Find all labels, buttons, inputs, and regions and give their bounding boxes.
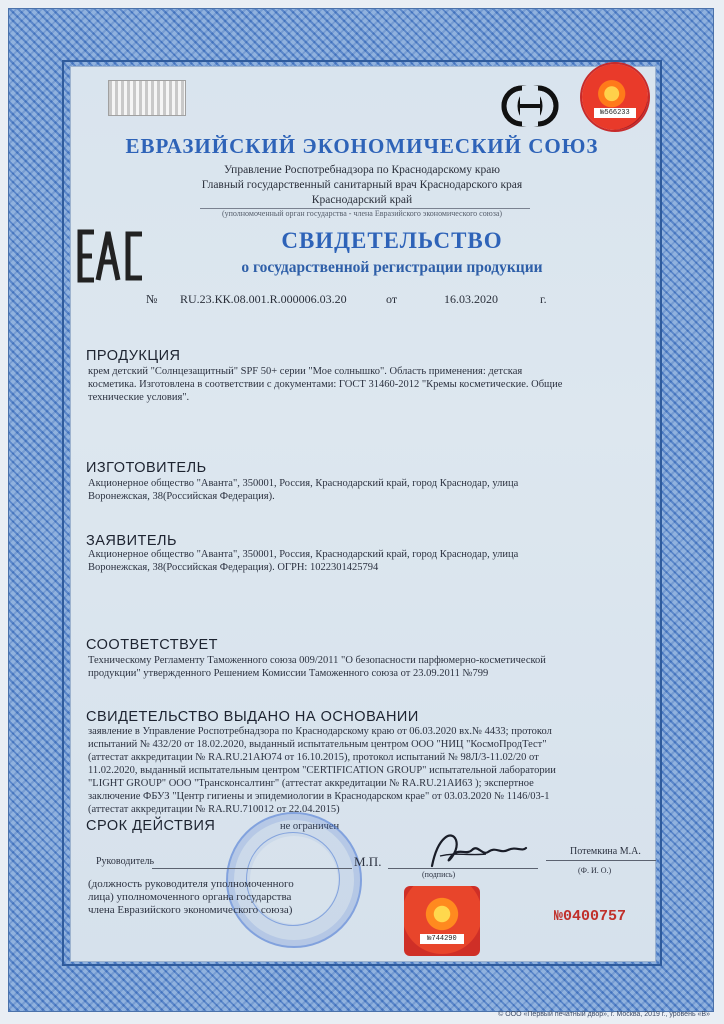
position-line [152,868,352,869]
registration-date: 16.03.2020 [444,292,498,306]
seal-number: №566233 [594,108,636,118]
text-line: (должность руководителя уполномоченного [88,878,294,890]
basis-heading: СВИДЕТЕЛЬСТВО ВЫДАНО НА ОСНОВАНИИ [86,709,419,725]
serial-number: №0400757 [554,908,627,925]
text-line: косметика. Изготовлена в соответствии с документами: ГОСТ 31460-2012 "Кремы косметические. Общие [88,379,563,390]
text-line: технические условия". [88,392,190,403]
basis-text [88,725,608,816]
conformity-text [88,654,608,680]
certificate-subtitle: о государственной регистрации продукции [241,259,543,276]
text-line: Воронежская, 38(Российская Федерация). ОГРН: 1022301425794 [88,562,379,573]
text-line: крем детский "Солнцезащитный" SPF 50+ серии "Мое солнышко". Область применения: детская [88,366,523,377]
text-line: Воронежская, 38(Российская Федерация). [88,491,275,502]
text-line: испытаний № 432/20 от 18.02.2020, выданный испытательным центром ООО "НИЦ "КосмоПродТест" [88,739,547,750]
applicant-heading: ЗАЯВИТЕЛЬ [86,533,178,549]
signature-caption: (подпись) [422,870,456,879]
org-line: Главный государственный санитарный врач Краснодарского края [201,179,523,191]
head-label: Руководитель [96,856,155,867]
product-text [88,365,608,404]
text-line: 11.02.2020, выданный испытательным центром "CERTIFICATION GROUP" испытательной лаборатории [88,765,556,776]
mp-label: М.П. [354,854,382,869]
org-line: Краснодарский край [311,194,413,206]
text-line: заявление в Управление Роспотребнадзора по Краснодарскому краю от 06.03.2020 вх.№ 4433; протокол [88,726,552,737]
name-caption: (Ф. И. О.) [578,866,612,875]
registration-number: RU.23.КК.08.001.R.000006.03.20 [180,292,347,306]
text-line: члена Евразийского экономического союза) [88,904,293,916]
union-title: ЕВРАЗИЙСКИЙ ЭКОНОМИЧЕСКИЙ СОЮЗ [125,134,599,158]
text-line: Акционерное общество "Аванта", 350001, Россия, Краснодарский край, город Краснодар, улица [88,549,519,560]
seal-number: №744290 [420,934,464,944]
ce-mark-icon [500,84,560,128]
name-line [546,860,656,861]
hologram-seal-bottom [404,886,480,956]
product-heading: ПРОДУКЦИЯ [86,348,181,364]
year-suffix: г. [540,292,547,306]
text-line: лица) уполномоченного органа государства [88,891,292,903]
handwritten-signature [426,826,530,876]
number-label: № [146,292,158,306]
validity-heading: СРОК ДЕЙСТВИЯ [86,818,216,834]
certificate-title: СВИДЕТЕЛЬСТВО [281,228,503,253]
from-label: от [386,292,398,306]
manufacturer-heading: ИЗГОТОВИТЕЛЬ [86,460,207,476]
hologram-strip [108,80,186,116]
applicant-text [88,548,608,574]
text-line: Акционерное общество "Аванта", 350001, Россия, Краснодарский край, город Краснодар, улица [88,478,519,489]
text-line: заключение ФБУЗ "Центр гигиены и эпидемиологии в Краснодарском крае" от 03.03.2020 № 1146/03-1 [88,791,550,802]
manufacturer-text [88,477,608,503]
org-caption: (уполномоченный орган государства - члена Евразийского экономического союза) [221,209,503,218]
hologram-seal-top [582,64,648,130]
printer-footer: © ООО «Первый печатный двор», г. Москва, 2019 г., уровень «В» [498,1011,710,1018]
signer-name: Потемкина М.А. [570,846,641,857]
conformity-heading: СООТВЕТСТВУЕТ [86,637,219,653]
text-line: продукции" утвержденного Решением Комиссии Таможенного союза от 23.09.2011 №799 [88,668,489,679]
org-line: Управление Роспотребнадзора по Краснодарскому краю [224,164,500,176]
text-line: Техническому Регламенту Таможенного союза 009/2011 "О безопасности парфюмерно-косметической [88,655,546,666]
text-line: (аттестат аккредитации № RA.RU.21АЮ74 от 16.10.2015), протокол испытаний № 98Л/3-11.02/20 от [88,752,539,763]
text-line: "LIGHT GROUP" ООО "Трансконсалтинг" (аттестат аккредитации № RA.RU.21АИ63 ); экспертное [88,778,534,789]
text-line: (аттестат аккредитации № RA.RU.710012 от 22.04.2015) [88,804,340,815]
validity-value: не ограничен [280,821,340,832]
position-caption [88,878,294,917]
